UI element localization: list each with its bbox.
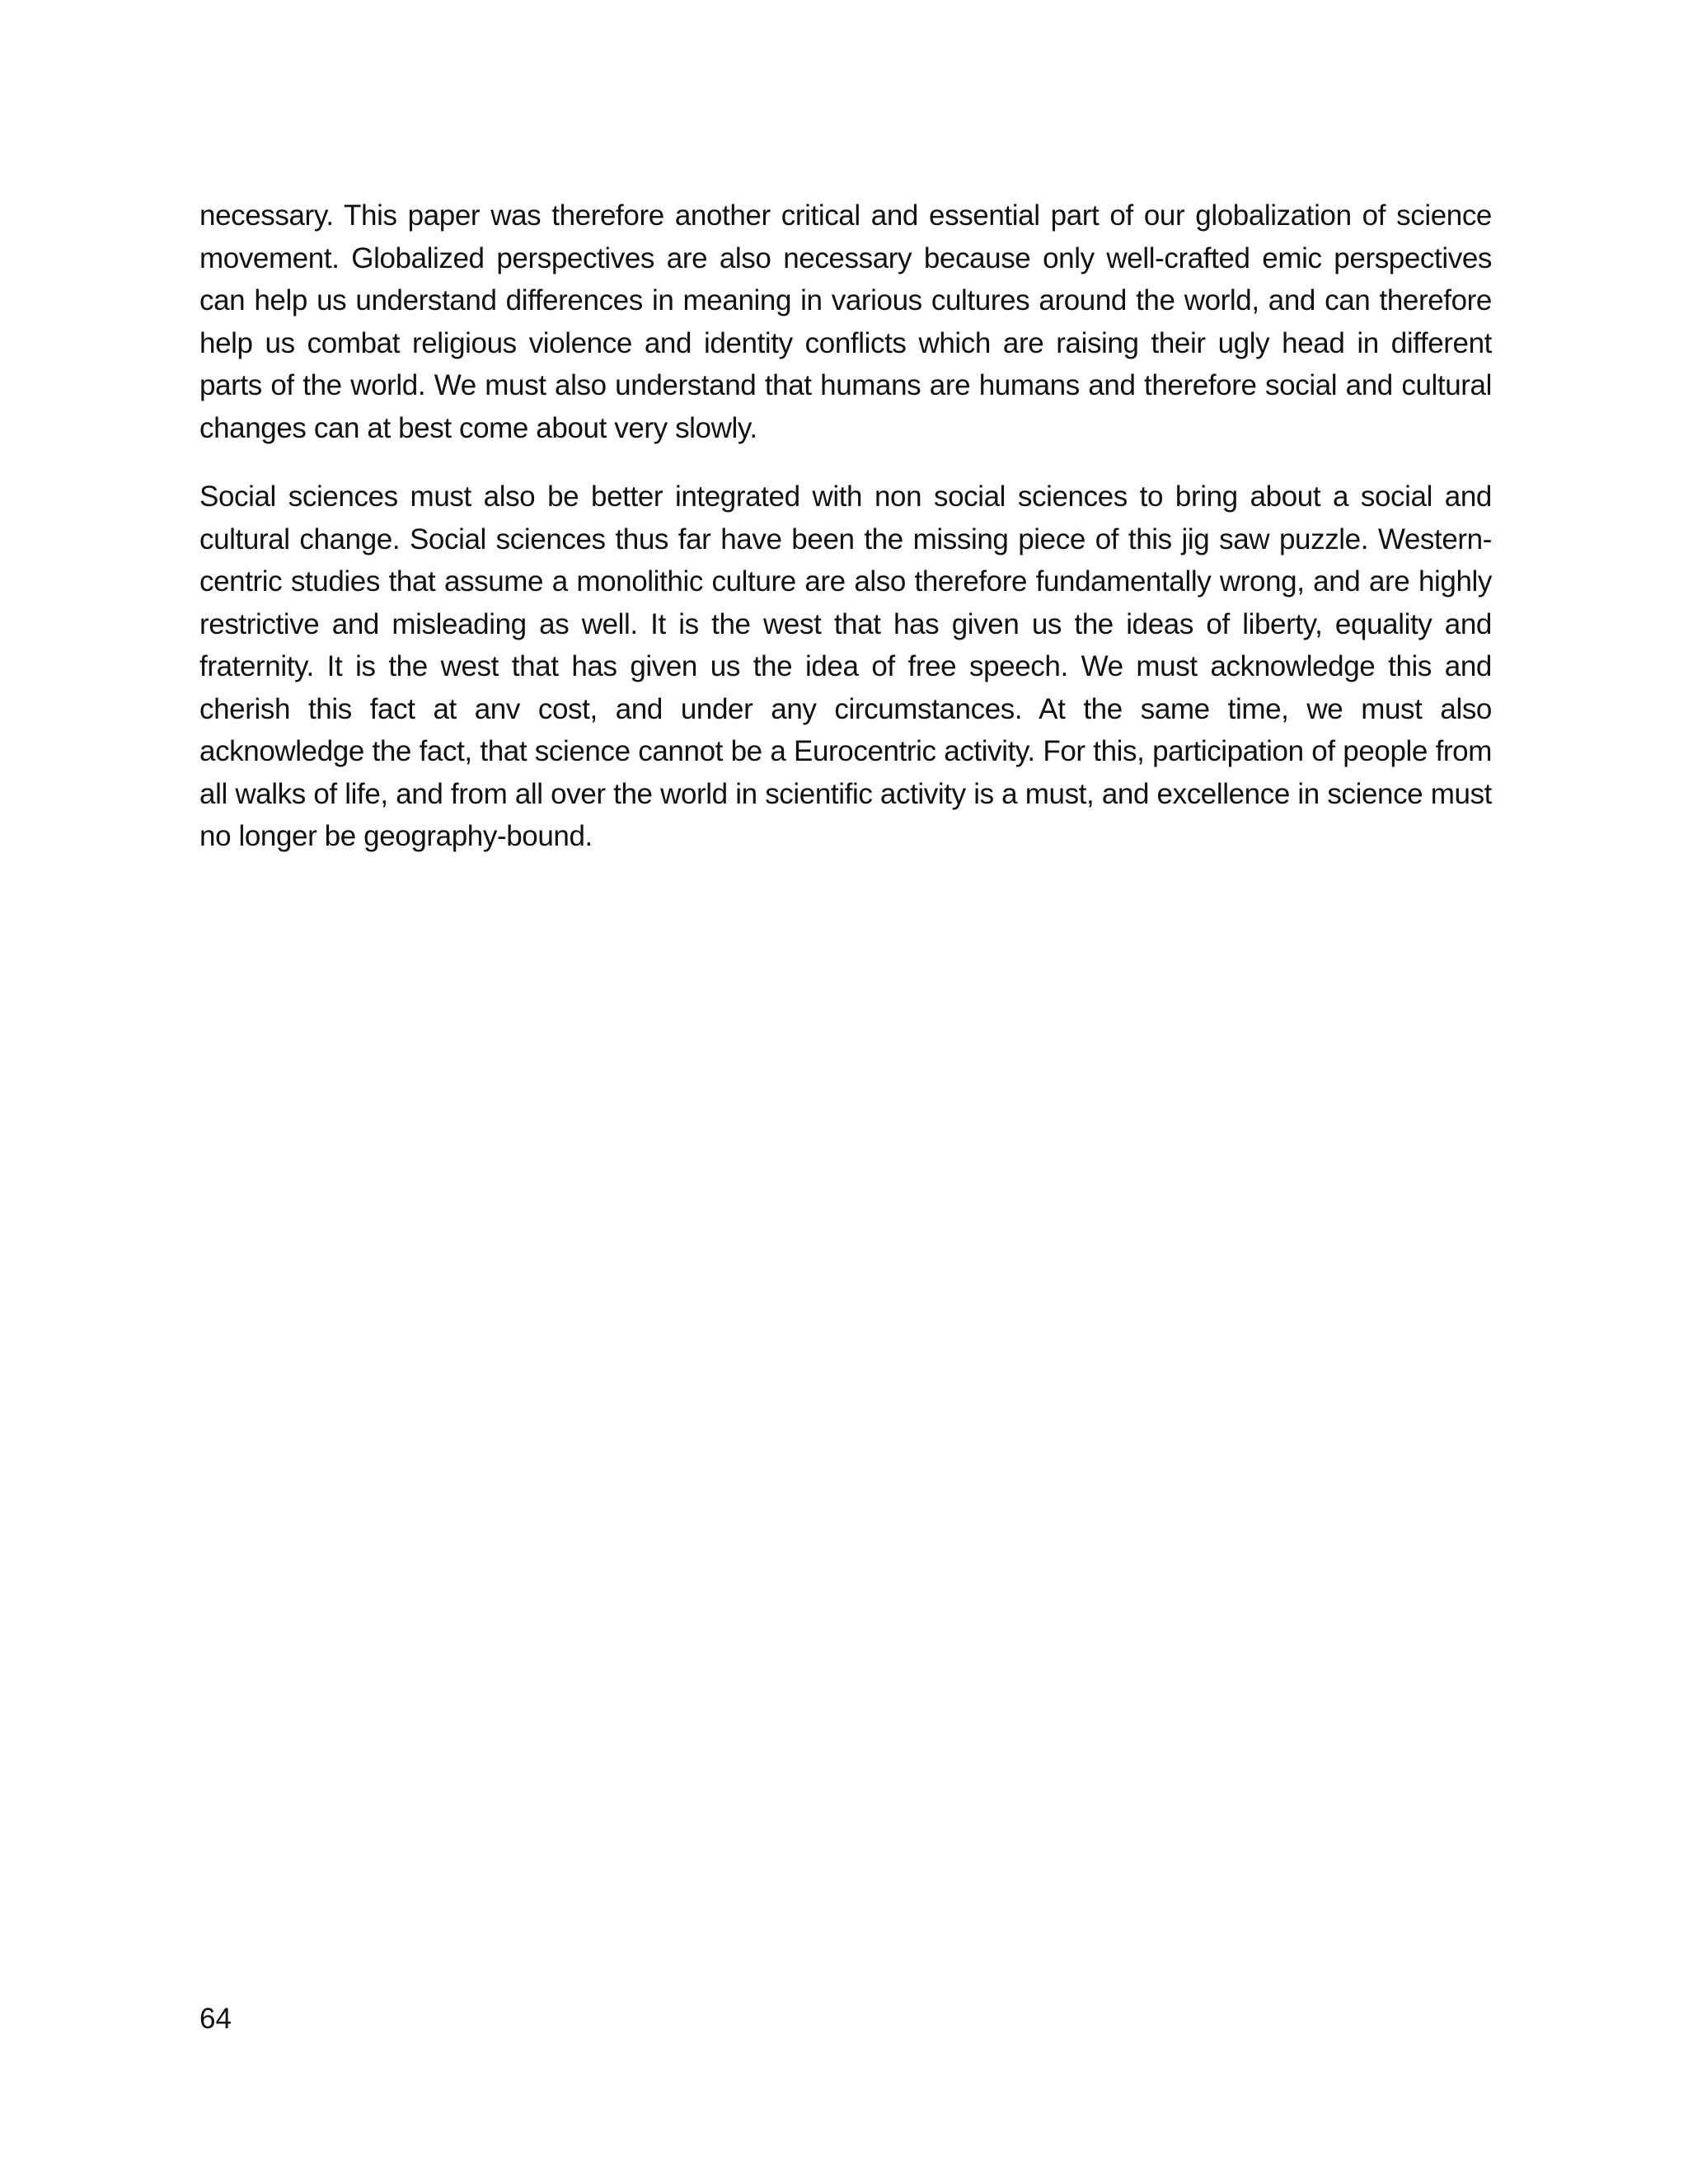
body-text (199, 194, 1492, 884)
paragraph: Social sciences must also be better integrated with non social sciences to bring about a social and cultural change. Social sciences thus far have been the missing piece of this jig saw puzzle. Western-centric studies that assume a monolithic culture are also therefore fundamentally wrong, and are highly restrictive and misleading as well. It is the west that has given us the ideas of liberty, equality and fraternity. It is the west that has given us the idea of free speech. We must acknowledge this and cherish this fact at anv cost, and under any circumstances. At the same time, we must also acknowledge the fact, that science cannot be a Eurocentric activity. For this, participation of people from all walks of life, and from all over the world in scientific activity is a must, and excellence in science must no longer be geography-bound. (199, 480, 1492, 852)
page-number: 64 (199, 2003, 232, 2035)
paragraph: necessary. This paper was therefore another critical and essential part of our globalization of science movement. Globalized perspectives are also necessary because only well-crafted emic perspectives can help us understand differences in meaning in various cultures around the world, and can therefore help us combat religious violence and identity conflicts which are raising their ugly head in different parts of the world. We must also understand that humans are humans and therefore social and cultural changes can at best come about very slowly. (199, 199, 1492, 444)
